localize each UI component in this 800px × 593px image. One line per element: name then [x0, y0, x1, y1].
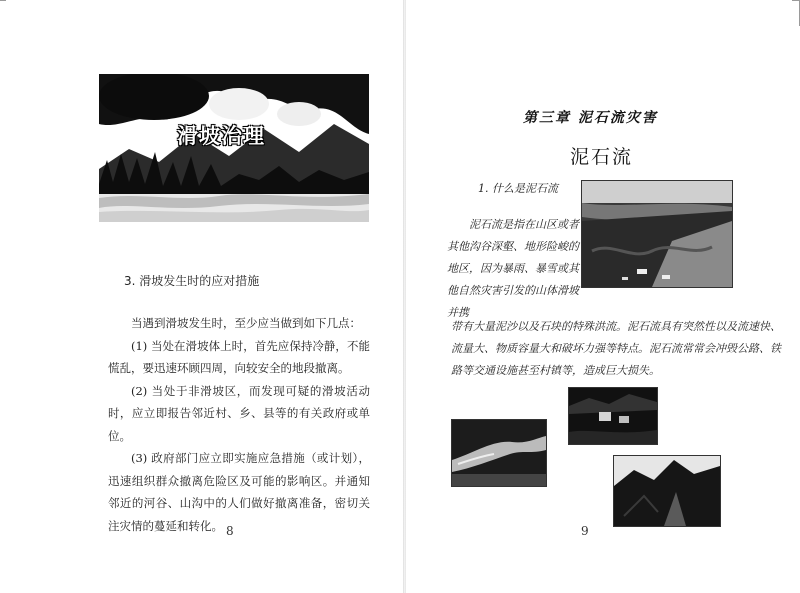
paragraph: (1) 当处在滑坡体上时，首先应保持冷静，不能慌乱，要迅速环顾四周，向较安全的地段撤离。: [108, 338, 370, 375]
chapter-title: 第三章 泥石流灾害: [523, 110, 658, 126]
page-number: 8: [226, 524, 234, 538]
section-heading: 3. 滑坡发生时的应对措施: [124, 274, 260, 288]
subject-title: 泥石流: [570, 146, 634, 168]
debris-flow-photo: [581, 180, 733, 288]
question-heading: 1. 什么是泥石流: [478, 182, 558, 195]
paragraph: 带有大量泥沙以及石块的特殊洪流。泥石流具有突然性以及流速快、流量大、物质容量大和破坏力强等特点。泥石流常常会冲毁公路、铁路等交通设施甚至村镇等，造成巨大损失。: [451, 320, 781, 377]
intro-text: [447, 214, 581, 324]
flood-damage-photo: [568, 387, 658, 445]
paragraph: (2) 当处于非滑坡区，而发现可疑的滑坡活动时，应立即报告邻近村、乡、县等的有关政府或单位。: [108, 383, 370, 443]
banner-image: [99, 74, 369, 222]
banner-title: 滑坡治理: [177, 124, 265, 148]
paragraph: (3) 政府部门应立即实施应急措施（或计划），迅速组织群众撤离危险区及可能的影响区。并通知邻近的河谷、山沟中的人们做好撤离准备，密切关注灾情的蔓延和转化。: [108, 451, 370, 533]
mudslide-road-photo: [451, 419, 547, 487]
paragraph: 当遇到滑坡发生时，至少应当做到如下几点：: [131, 316, 361, 330]
page-number: 9: [581, 524, 589, 538]
paragraph: 泥石流是指在山区或者其他沟谷深壑、地形险峻的地区，因为暴雨、暴雪或其他自然灾害引发的山体滑坡并携: [447, 218, 579, 319]
right-page: [405, 0, 800, 593]
mountain-slope-photo: [613, 455, 721, 527]
body-text: [108, 312, 370, 537]
body-text: [451, 316, 781, 382]
